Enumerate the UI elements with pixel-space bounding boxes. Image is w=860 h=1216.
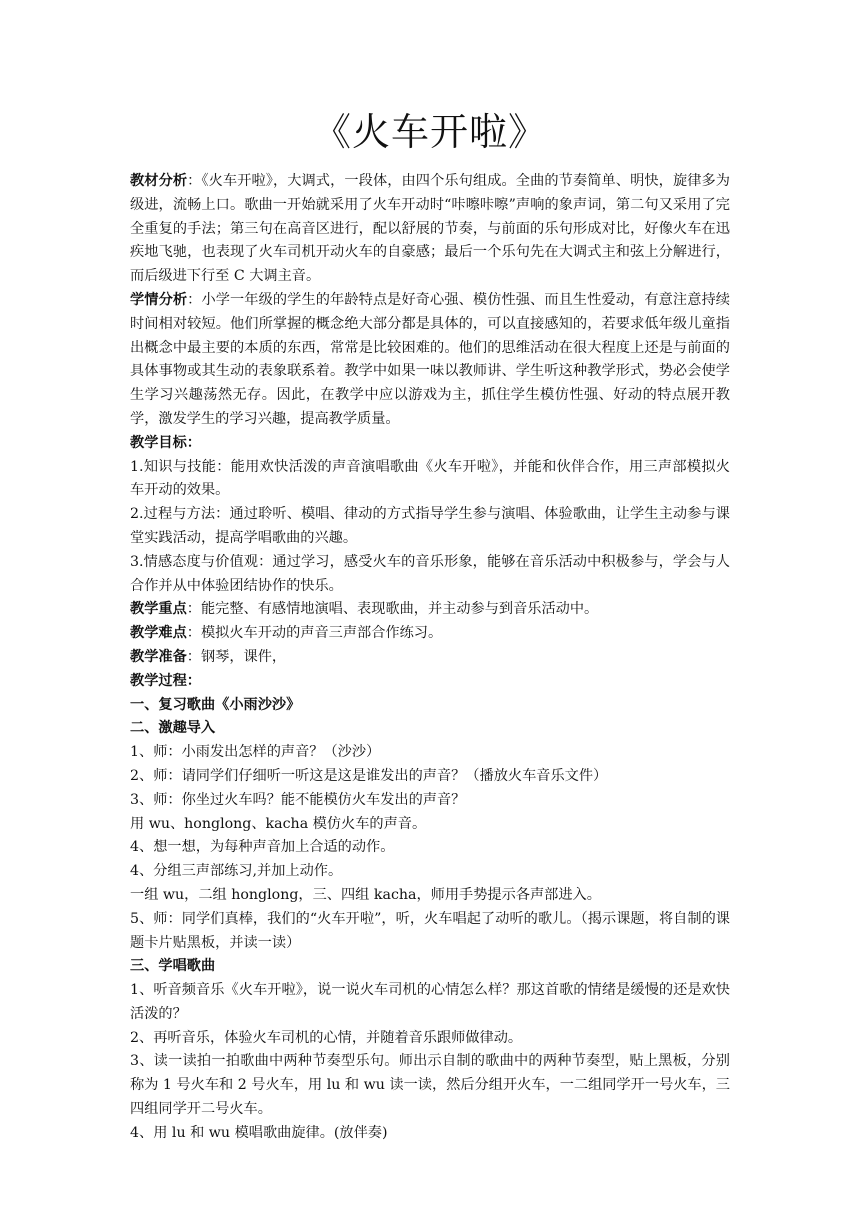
students-text: ：小学一年级的学生的年龄特点是好奇心强、模仿性强、而且生性爱动，有意注意持续时间相对较短。他们所掌握的概念绝大部分都是具体的，可以直接感知的，若要求低年级儿童指出概念中最主要的本质的东西，常常是比较困难的。他们的思维活动在很大程度上还是与前面的具体事物或其生动的表象联系着。教学中如果一味以教师讲、学生听这种教学形式，势必会使学生学习兴趣荡然无存。因此，在教学中应以游戏为主，抓住学生模仿性强、好动的特点展开教学，激发学生的学习兴趣，提高教学质量。 xyxy=(130,291,730,427)
document-body xyxy=(130,170,730,1146)
goal-item: 2.过程与方法：通过聆听、模唱、律动的方式指导学生参与演唱、体验歌曲，让学生主动参与课堂实践活动，提高学唱歌曲的兴趣。 xyxy=(130,506,730,546)
goals-heading: 教学目标： xyxy=(130,434,201,451)
process-line: 2、再听音乐，体验火车司机的心情，并随着音乐跟师做律动。 xyxy=(130,1029,523,1046)
process-line: 4、分组三声部练习,并加上动作。 xyxy=(130,863,343,880)
difficulty-paragraph xyxy=(130,622,730,646)
process-line: 4、想一想，为每种声音加上合适的动作。 xyxy=(130,839,395,856)
students-label: 学情分析 xyxy=(130,291,188,308)
preparation-text: ：钢琴，课件， xyxy=(186,648,287,665)
process-line: 4、用 lu 和 wu 模唱歌曲旋律。(放伴奏) xyxy=(130,1124,388,1141)
process-line: 1、师：小雨发出怎样的声音？（沙沙） xyxy=(130,744,381,761)
key-point-label: 教学重点 xyxy=(130,601,187,618)
process-line: 1、听音频音乐《火车开啦》，说一说火车司机的心情怎么样？那这首歌的情绪是缓慢的还是欢快活泼的？ xyxy=(130,982,730,1022)
analysis-text: ：《火车开啦》，大调式，一段体，由四个乐句组成。全曲的节奏简单、明快，旋律多为级进，流畅上口。歌曲一开始就采用了火车开动时“咔嚓咔嚓”声响的象声词，第二句又采用了完全重复的手法；第三句在高音区进行，配以舒展的节奏，与前面的乐句形成对比，好像火车在迅疾地飞驰，也表现了火车司机开动火车的自豪感；最后一个乐句先在大调式主和弦上分解进行，而后级进下行至 C 大调主音。 xyxy=(130,173,730,285)
analysis-paragraph xyxy=(130,170,730,289)
analysis-label: 教材分析 xyxy=(130,173,188,189)
document-title: 《火车开啦》 xyxy=(312,110,547,154)
process-heading: 教学过程： xyxy=(130,672,201,689)
students-paragraph xyxy=(130,289,730,432)
section-heading-review: 一、复习歌曲《小雨沙沙》 xyxy=(130,696,301,713)
preparation-paragraph xyxy=(130,646,730,670)
key-point-text: ：能完整、有感情地演唱、表现歌曲，并主动参与到音乐活动中。 xyxy=(186,601,599,618)
difficulty-text: ：模拟火车开动的声音三声部合作练习。 xyxy=(186,625,443,642)
process-line: 5、师：同学们真棒，我们的“火车开啦”，听，火车唱起了动听的歌儿。（揭示课题，将自制的课题卡片贴黑板，并读一读） xyxy=(130,910,730,951)
preparation-label: 教学准备 xyxy=(130,648,187,665)
difficulty-label: 教学难点 xyxy=(130,625,187,642)
process-line: 用 wu、honglong、kacha 模仿火车的声音。 xyxy=(130,815,427,832)
process-line: 2、师：请同学们仔细听一听这是这是谁发出的声音？（播放火车音乐文件） xyxy=(130,767,608,784)
process-line: 一组 wu，二组 honglong，三、四组 kacha，师用手势提示各声部进入。 xyxy=(130,886,601,903)
process-line: 3、读一读拍一拍歌曲中两种节奏型乐句。师出示自制的歌曲中的两种节奏型，贴上黑板，分别称为 1 号火车和 2 号火车，用 lu 和 wu 读一读，然后分组开火车，一二组同学开一号火车，三四组同学开二号火车。 xyxy=(130,1053,730,1118)
section-heading-learn: 三、学唱歌曲 xyxy=(130,958,216,975)
goal-item: 3.情感态度与价值观：通过学习，感受火车的音乐形象，能够在音乐活动中积极参与，学会与人合作并从中体验团结协作的快乐。 xyxy=(130,553,730,594)
section-heading-intro: 二、激趣导入 xyxy=(130,720,216,737)
key-point-paragraph xyxy=(130,598,730,622)
process-line: 3、师：你坐过火车吗？能不能模仿火车发出的声音？ xyxy=(130,791,466,808)
goal-item: 1.知识与技能：能用欢快活泼的声音演唱歌曲《火车开啦》，并能和伙伴合作，用三声部模拟火车开动的效果。 xyxy=(130,458,730,499)
